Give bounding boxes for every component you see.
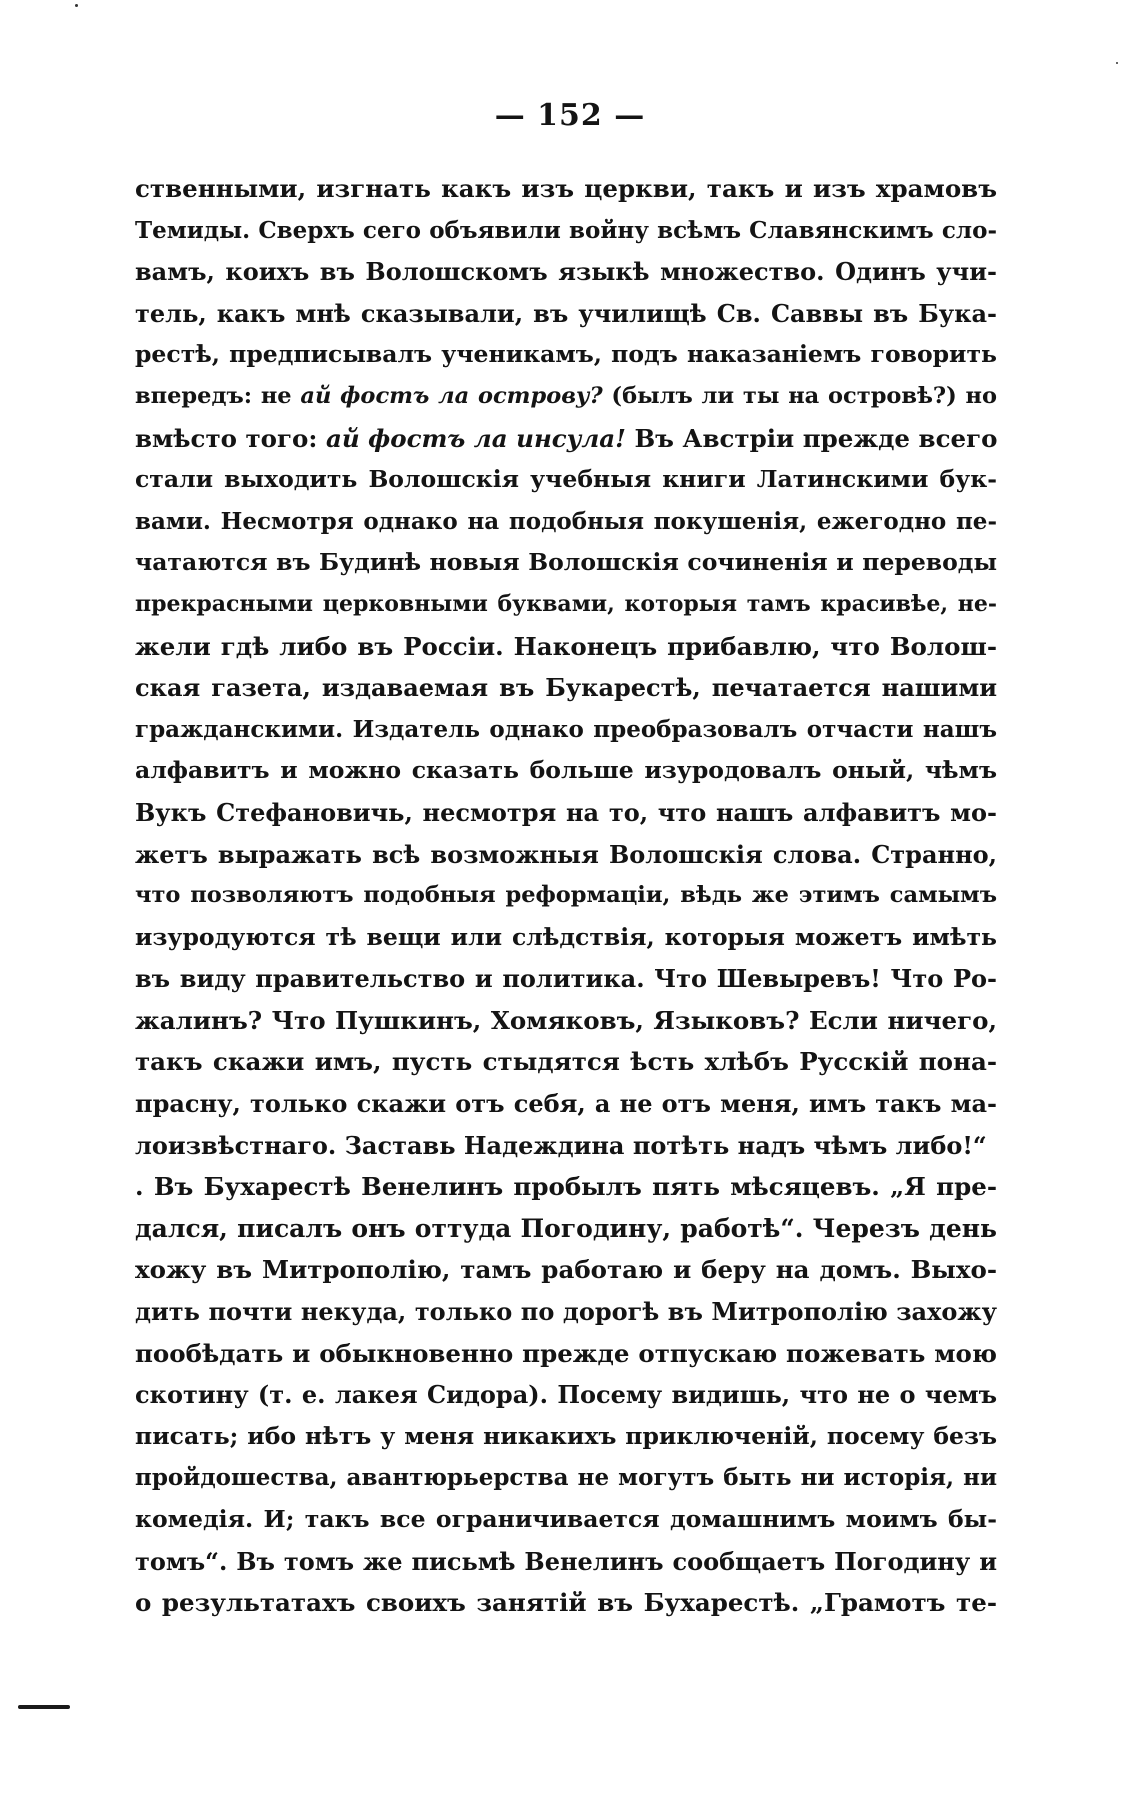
scan-speck <box>75 4 78 7</box>
text-line: прекрасными церковными буквами, которыя тамъ красивѣе, не- <box>135 590 997 617</box>
text-line: жетъ выражать всѣ возможныя Волошскія слова. Странно, <box>135 839 997 869</box>
text-line: тель, какъ мнѣ сказывали, въ училищѣ Св. Саввы въ Бука- <box>135 298 997 328</box>
text-line: вамъ, коихъ въ Волошскомъ языкѣ множество. Одинъ учи- <box>135 257 997 287</box>
text-line-with-italic: вмѣсто того: ай фостъ ла инсула! Въ Австріи прежде всего <box>135 423 997 453</box>
text-line: . Въ Бухарестѣ Венелинъ пробылъ пять мѣсяцевъ. „Я пре- <box>135 1172 997 1202</box>
text-line: жалинъ? Что Пушкинъ, Хомяковъ, Языковъ? Если ничего, <box>135 1005 997 1035</box>
text-line: стали выходить Волошскія учебныя книги Латинскими бук- <box>135 465 997 494</box>
text-line: вами. Несмотря однако на подобныя покушенія, ежегодно пе- <box>135 507 997 535</box>
text-line: скотину (т. е. лакея Сидора). Посему видишь, что не о чемъ <box>135 1380 997 1410</box>
text-line: Вукъ Стефановичь, несмотря на то, что нашъ алфавитъ мо- <box>135 797 997 827</box>
scan-speck <box>1116 62 1118 64</box>
text-line: ственными, изгнать какъ изъ церкви, такъ и изъ храмовъ <box>135 174 997 203</box>
text-line: прасну, только скажи отъ себя, а не отъ меня, имъ такъ ма- <box>135 1089 997 1119</box>
text-line: дался, писалъ онъ оттуда Погодину, работѣ“. Черезъ день <box>135 1213 997 1243</box>
text-line: гражданскими. Издатель однако преобразовалъ отчасти нашъ <box>135 715 997 743</box>
body-text <box>135 168 997 1624</box>
text-line: чатаются въ Будинѣ новыя Волошскія сочиненія и переводы <box>135 548 997 577</box>
text-line: что позволяютъ подобныя реформаціи, вѣдь же этимъ самымъ <box>135 882 997 909</box>
page-number: — 152 — <box>494 98 646 133</box>
text-line: алфавитъ и можно сказать больше изуродовалъ оный, чѣмъ <box>135 756 997 785</box>
text-line: пройдошества, авантюрьерства не могутъ быть ни исторія, ни <box>135 1464 997 1492</box>
text-line: Темиды. Сверхъ сего объявили войну всѣмъ Славянскимъ сло- <box>135 216 997 244</box>
text-line: жели гдѣ либо въ Россіи. Наконецъ прибавлю, что Волош- <box>135 631 997 661</box>
margin-ink-mark <box>18 1705 70 1709</box>
text-line: томъ“. Въ томъ же письмѣ Венелинъ сообщаетъ Погодину и <box>135 1546 997 1576</box>
text-line-with-italic: впередъ: не ай фостъ ла острову? (былъ ли ты на островѣ?) но <box>135 382 997 409</box>
text-line: ская газета, издаваемая въ Букарестѣ, печатается нашими <box>135 673 997 703</box>
italic-phrase: ай фостъ ла острову? <box>300 382 603 409</box>
text-line: такъ скажи имъ, пусть стыдятся ѣсть хлѣбъ Русскій пона- <box>135 1047 997 1077</box>
text-line: рестѣ, предписывалъ ученикамъ, подъ наказаніемъ говорить <box>135 340 997 369</box>
text-line: лоизвѣстнаго. Заставь Надеждина потѣть надъ чѣмъ либо!“ <box>135 1130 987 1160</box>
italic-phrase: ай фостъ ла инсула! <box>325 423 626 453</box>
text-line: пообѣдать и обыкновенно прежде отпускаю пожевать мою <box>135 1338 997 1368</box>
text-line: писать; ибо нѣтъ у меня никакихъ приключеній, посему безъ <box>135 1421 997 1450</box>
text-line: изуродуются тѣ вещи или слѣдствія, которыя можетъ имѣть <box>135 922 997 951</box>
text-line: хожу въ Митрополію, тамъ работаю и беру на домъ. Выхо- <box>135 1255 997 1285</box>
text-line: о результатахъ своихъ занятій въ Бухарестѣ. „Грамотъ те- <box>135 1588 997 1618</box>
text-line: комедія. И; такъ все ограничивается домашнимъ моимъ бы- <box>135 1505 997 1533</box>
text-line: дить почти некуда, только по дорогѣ въ Митрополію захожу <box>135 1297 997 1327</box>
text-line: въ виду правительство и политика. Что Шевыревъ! Что Ро- <box>135 964 997 994</box>
